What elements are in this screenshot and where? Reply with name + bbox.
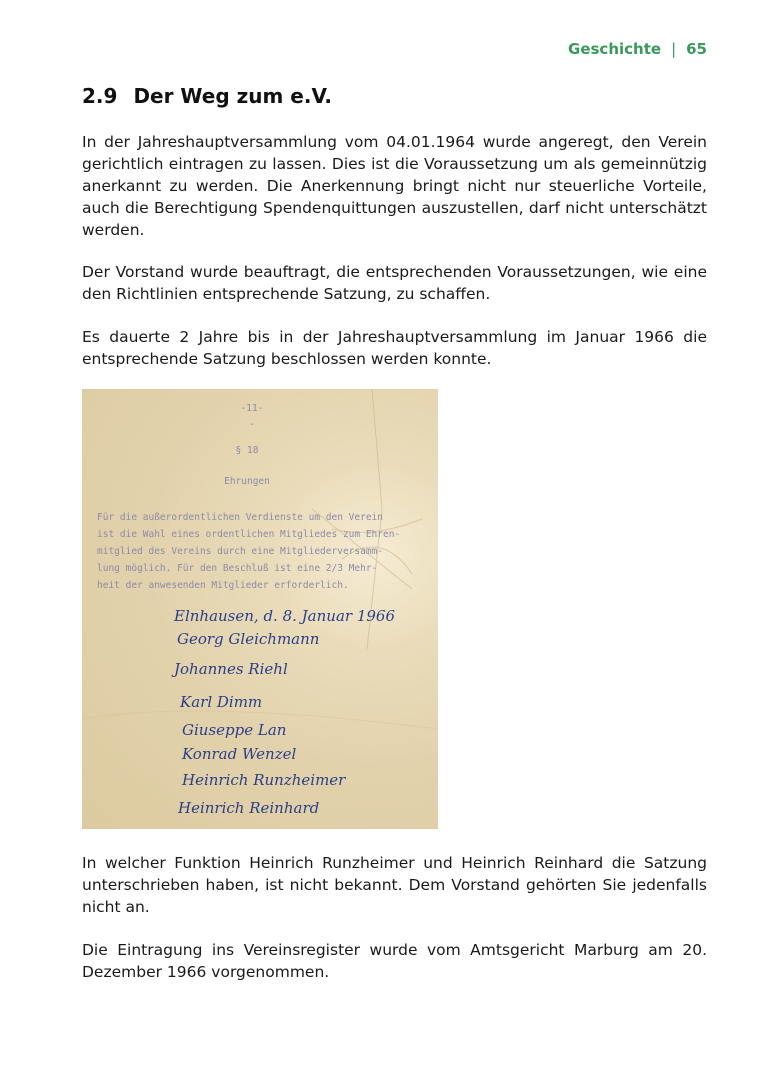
paragraph-3: Es dauerte 2 Jahre bis in der Jahreshauptversammlung im Januar 1966 die entsprechende Satzung beschlossen werden konnte.: [82, 328, 707, 368]
doc-signature: Karl Dimm: [180, 693, 263, 711]
document-scan: [82, 389, 438, 829]
section-number: 2.9: [82, 84, 118, 108]
paragraph-2: Der Vorstand wurde beauftragt, die entsprechenden Voraussetzungen, wie eine den Richtlinien entsprechende Satzung, zu schaffen.: [82, 263, 707, 303]
doc-signature: Georg Gleichmann: [177, 630, 320, 648]
doc-signature: Heinrich Runzheimer: [182, 771, 346, 789]
doc-typed-line: Für die außerordentlichen Verdienste um den Verein: [97, 512, 383, 523]
section-title: Der Weg zum e.V.: [133, 84, 332, 108]
doc-typed-line: lung möglich. Für den Beschluß ist eine 2/3 Mehr-: [97, 563, 378, 574]
section-label: Geschichte: [568, 40, 662, 58]
doc-dash: -: [249, 419, 255, 430]
doc-typed-line: heit der anwesenden Mitglieder erforderlich.: [97, 580, 349, 591]
paragraph-5: Die Eintragung ins Vereinsregister wurde vom Amtsgericht Marburg am 20. Dezember 1966 vorgenommen.: [82, 941, 707, 981]
doc-typed-line: ist die Wahl eines ordentlichen Mitgliedes zum Ehren-: [97, 529, 401, 540]
doc-typed-line: mitglied des Vereins durch eine Mitgliederversamm-: [97, 546, 383, 557]
doc-handwritten-date: Elnhausen, d. 8. Januar 1966: [174, 607, 395, 625]
header-separator: |: [671, 40, 677, 58]
scanned-document-photo: [82, 389, 438, 829]
page-number: 65: [686, 40, 707, 58]
doc-signature: Giuseppe Lan: [182, 721, 287, 739]
doc-page-marker: -11-: [240, 403, 264, 414]
doc-signature: Konrad Wenzel: [182, 745, 297, 763]
doc-signature: Johannes Riehl: [174, 660, 288, 678]
paragraph-1: In der Jahreshauptversammlung vom 04.01.1964 wurde angeregt, den Verein gerichtlich eintragen zu lassen. Dies ist die Voraussetzung um als gemeinnützig anerkannt zu werden. Die Anerkennung bringt nicht nur steuerliche Vorteile, auch die Berechtigung Spendenquittungen auszustellen, darf nicht unterschätzt werden.: [82, 133, 707, 239]
doc-section-title: Ehrungen: [224, 476, 270, 487]
doc-signature: Heinrich Reinhard: [178, 799, 320, 817]
section-heading: [82, 84, 332, 108]
doc-paragraph-mark: § 18: [235, 445, 259, 456]
running-header: [568, 40, 707, 58]
paragraph-4: In welcher Funktion Heinrich Runzheimer und Heinrich Reinhard die Satzung unterschrieben haben, ist nicht bekannt. Dem Vorstand gehörten Sie jedenfalls nicht an.: [82, 854, 707, 916]
